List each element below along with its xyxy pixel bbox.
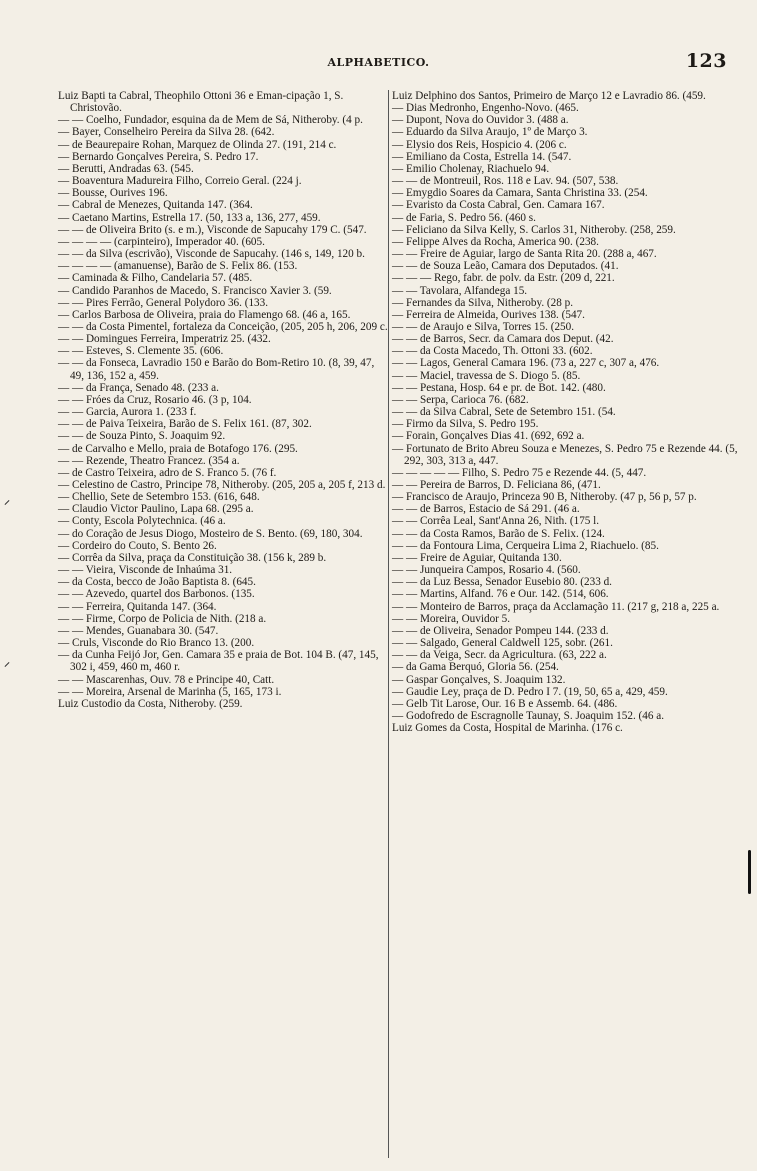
directory-entry: — — Mascarenhas, Ouv. 78 e Principe 40, Catt. [58, 673, 275, 686]
directory-entry: — — Moreira, Ouvidor 5. [392, 612, 511, 625]
directory-entry: — — Maciel, travessa de S. Diogo 5. (85. [392, 369, 581, 382]
directory-entry: — — Coelho, Fundador, esquina da de Mem de Sá, Nitheroby. (4 p. [58, 114, 363, 127]
column-divider [388, 90, 389, 1158]
directory-entry: — — da Fontoura Lima, Cerqueira Lima 2, Riachuelo. (85. [392, 539, 659, 552]
directory-entry: — da Gama Berquó, Gloria 56. (254. [392, 661, 559, 674]
directory-entry: — — de Souza Pinto, S. Joaquim 92. [58, 430, 226, 443]
directory-entry: — da Costa, becco de João Baptista 8. (645. [58, 576, 256, 589]
directory-entry: — — de Paiva Teixeira, Barão de S. Felix 161. (87, 302. [58, 418, 312, 431]
directory-entry: — — Esteves, S. Clemente 35. (606. [58, 345, 224, 358]
directory-entry: — — da Silva Cabral, Sete de Setembro 151. (54. [392, 406, 616, 419]
directory-entry: — Chellio, Sete de Setembro 153. (616, 648. [58, 491, 260, 504]
directory-entry: — — Mendes, Guanabara 30. (547. [58, 624, 219, 637]
directory-entry: — — de Araujo e Silva, Torres 15. (250. [392, 320, 575, 333]
margin-pencil-tick [5, 500, 10, 505]
directory-entry: — de Carvalho e Mello, praia de Botafogo 176. (295. [58, 442, 298, 455]
page-header [0, 50, 757, 78]
directory-entry: — — — — — Filho, S. Pedro 75 e Rezende 44. (5, 447. [392, 466, 647, 479]
directory-entry: — — da Luz Bessa, Senador Eusebio 80. (233 d. [392, 576, 612, 589]
directory-entry: — Feliciano da Silva Kelly, S. Carlos 31, Nitheroby. (258, 259. [392, 223, 676, 236]
directory-entry: Luiz Bapti ta Cabral, Theophilo Ottoni 36 e Eman-cipação 1, S. Christovão. [58, 90, 344, 115]
directory-entry: — — de Montreuil, Ros. 118 e Lav. 94. (507, 538. [392, 175, 619, 188]
directory-entry: — — Monteiro de Barros, praça da Acclamação 11. (217 g, 218 a, 225 a. [392, 600, 720, 613]
directory-entry: Luiz Custodio da Costa, Nitheroby. (259. [58, 697, 243, 710]
directory-entry: — Ferreira de Almeida, Ourives 138. (547. [392, 308, 585, 321]
directory-entry: — Boaventura Madureira Filho, Correio Geral. (224 j. [58, 175, 302, 188]
directory-entry: — — Pereira de Barros, D. Feliciana 86, (471. [392, 479, 601, 491]
directory-entry: — Dupont, Nova do Ouvidor 3. (488 a. [392, 114, 569, 127]
directory-entry: — — da Veiga, Secr. da Agricultura. (63, 222 a. [392, 649, 607, 662]
directory-entry: — — Garcia, Aurora 1. (233 f. [58, 406, 197, 419]
directory-entry: — Forain, Gonçalves Dias 41. (692, 692 a. [392, 430, 585, 443]
directory-entry: — — Lagos, General Camara 196. (73 a, 227 c, 307 a, 476. [392, 357, 660, 370]
directory-entry: — — de Barros, Secr. da Camara dos Deput. (42. [392, 333, 614, 346]
directory-entry: — — de Barros, Estacio de Sá 291. (46 a. [392, 503, 580, 516]
directory-entry: — Candido Paranhos de Macedo, S. Francisco Xavier 3. (59. [58, 284, 332, 297]
directory-entry: — Bernardo Gonçalves Pereira, S. Pedro 17. [58, 150, 259, 163]
directory-entry: — Emilio Cholenay, Riachuelo 94. [392, 162, 550, 175]
directory-entry: — — da Fonseca, Lavradio 150 e Barão do Bom-Retiro 10. (8, 39, 47, 49, 136, 152 a, 459. [58, 357, 375, 382]
directory-entry: — — da Costa Ramos, Barão de S. Felix. (124. [392, 527, 605, 540]
right-column [392, 90, 738, 734]
directory-entry: — de Faria, S. Pedro 56. (460 s. [392, 211, 536, 224]
directory-entry: — Fernandes da Silva, Nitheroby. (28 p. [392, 296, 574, 309]
directory-entry: — Emygdio Soares da Camara, Santa Christina 33. (254. [392, 187, 648, 200]
directory-entry: — Firmo da Silva, S. Pedro 195. [392, 418, 539, 431]
directory-entry: — Dias Medronho, Engenho-Novo. (465. [392, 102, 579, 115]
directory-entry: — — Rezende, Theatro Francez. (354 a. [58, 454, 240, 467]
directory-entry: — Cordeiro do Couto, S. Bento 26. [58, 539, 217, 552]
directory-entry: — Cruls, Visconde do Rio Branco 13. (200. [58, 637, 255, 650]
directory-entry: — — Moreira, Arsenal de Marinha (5, 165, 173 i. [58, 685, 282, 698]
directory-entry: — — de Oliveira Brito (s. e m.), Visconde de Sapucahy 179 C. (547. [58, 223, 367, 236]
directory-entry: — Caminada & Filho, Candelaria 57. (485. [58, 272, 253, 285]
directory-entry: — Emiliano da Costa, Estrella 14. (547. [392, 150, 572, 163]
directory-entry: — — Pestana, Hosp. 64 e pr. de Bot. 142. (480. [392, 381, 606, 394]
directory-entry: — Godofredo de Escragnolle Taunay, S. Joaquim 152. (46 a. [392, 709, 665, 722]
directory-entry: — do Coração de Jesus Diogo, Mosteiro de S. Bento. (69, 180, 304. [58, 527, 363, 540]
directory-entry: — — de Oliveira, Senador Pompeu 144. (233 d. [392, 624, 609, 637]
directory-entry: — Claudio Victor Paulino, Lapa 68. (295 a. [58, 503, 254, 516]
directory-entry: — — Serpa, Carioca 76. (682. [392, 393, 529, 406]
directory-entry: — Gelb Tit Larose, Our. 16 B e Assemb. 64. (486. [392, 697, 618, 710]
directory-entry: — — Junqueira Campos, Rosario 4. (560. [392, 564, 581, 577]
directory-entry: — — — — (carpinteiro), Imperador 40. (605. [58, 235, 265, 248]
directory-entry: — — Ferreira, Quitanda 147. (364. [58, 600, 217, 613]
directory-entry: — de Beaurepaire Rohan, Marquez de Olinda 27. (191, 214 c. [58, 138, 337, 151]
running-title: ALPHABETICO. [327, 56, 430, 69]
directory-entry: — — — Rego, fabr. de polv. da Estr. (209 d, 221. [392, 272, 615, 285]
directory-entry: — de Castro Teixeira, adro de S. Franco 5. (76 f. [58, 466, 277, 479]
directory-entry: — — da Silva (escrivão), Visconde de Sapucahy. (146 s, 149, 120 b. [58, 248, 365, 261]
directory-entry: — — Fróes da Cruz, Rosario 46. (3 p, 104. [58, 393, 252, 406]
directory-entry: — Caetano Martins, Estrella 17. (50, 133 a, 136, 277, 459. [58, 211, 321, 224]
page-number: 123 [685, 50, 727, 72]
directory-entry: — Conty, Escola Polytechnica. (46 a. [58, 515, 226, 528]
directory-entry: — Corrêa da Silva, praça da Constituição 38. (156 k, 289 b. [58, 551, 327, 564]
directory-entry: — Berutti, Andradas 63. (545. [58, 162, 194, 175]
directory-entry: — — de Souza Leão, Camara dos Deputados. (41. [392, 260, 619, 273]
directory-entry: — Celestino de Castro, Principe 78, Nitheroby. (205, 205 a, 205 f, 213 d. [58, 479, 386, 491]
directory-entry: — Bousse, Ourives 196. [58, 187, 168, 200]
directory-entry: Luiz Delphino dos Santos, Primeiro de Março 12 e Lavradio 86. (459. [392, 90, 706, 102]
directory-entry: — — Tavolara, Alfandega 15. [392, 284, 528, 297]
directory-entry: — da Cunha Feijó Jor, Gen. Camara 35 e praia de Bot. 104 B. (47, 145, 302 i, 459, 460 m, 460 r. [58, 649, 379, 674]
directory-entry: — — — — (amanuense), Barão de S. Felix 86. (153. [58, 260, 298, 273]
directory-entry: — Eduardo da Silva Araujo, 1º de Março 3. [392, 126, 588, 139]
directory-entry: — Evaristo da Costa Cabral, Gen. Camara 167. [392, 199, 605, 212]
directory-entry: — — Pires Ferrão, General Polydoro 36. (133. [58, 296, 269, 309]
directory-entry: — — Firme, Corpo de Policia de Nith. (218 a. [58, 612, 267, 625]
margin-pencil-tick [5, 662, 10, 667]
left-column [58, 90, 388, 710]
directory-entry: — Gaspar Gonçalves, S. Joaquim 132. [392, 673, 566, 686]
directory-entry: — — da França, Senado 48. (233 a. [58, 381, 219, 394]
directory-entry: — — da Costa Pimentel, fortaleza da Conceição, (205, 205 h, 206, 209 c. [58, 320, 388, 333]
directory-entry: — Gaudie Ley, praça de D. Pedro I 7. (19, 50, 65 a, 429, 459. [392, 685, 668, 698]
margin-ink-mark [748, 850, 751, 894]
directory-entry: — — Martins, Alfand. 76 e Our. 142. (514, 606. [392, 588, 609, 601]
directory-entry: — — Salgado, General Caldwell 125, sobr. (261. [392, 637, 613, 650]
directory-entry: — Bayer, Conselheiro Pereira da Silva 28. (642. [58, 126, 275, 139]
directory-entry: — Fortunato de Brito Abreu Souza e Menezes, S. Pedro 75 e Rezende 44. (5, 292, 303, 313 a, 447. [392, 442, 738, 467]
directory-entry: — Felippe Alves da Rocha, America 90. (238. [392, 235, 599, 248]
directory-entry: — — da Costa Macedo, Th. Ottoni 33. (602. [392, 345, 593, 358]
directory-entry: — — Azevedo, quartel dos Barbonos. (135. [58, 588, 255, 601]
directory-entry: — — Freire de Aguiar, largo de Santa Rita 20. (288 a, 467. [392, 248, 657, 261]
directory-entry: — Francisco de Araujo, Princeza 90 B, Nitheroby. (47 p, 56 p, 57 p. [392, 491, 697, 504]
directory-entry: Luiz Gomes da Costa, Hospital de Marinha. (176 c. [392, 722, 623, 735]
directory-entry: — — Vieira, Visconde de Inhaúma 31. [58, 564, 233, 577]
directory-entry: — Cabral de Menezes, Quitanda 147. (364. [58, 199, 253, 212]
directory-entry: — Elysio dos Reis, Hospicio 4. (206 c. [392, 138, 567, 151]
directory-entry: — — Domingues Ferreira, Imperatriz 25. (432. [58, 333, 271, 346]
directory-entry: — — Freire de Aguiar, Quitanda 130. [392, 551, 562, 564]
directory-entry: — Carlos Barbosa de Oliveira, praia do Flamengo 68. (46 a, 165. [58, 308, 351, 321]
directory-entry: — — Corrêa Leal, Sant'Anna 26, Nith. (175 l. [392, 515, 600, 528]
